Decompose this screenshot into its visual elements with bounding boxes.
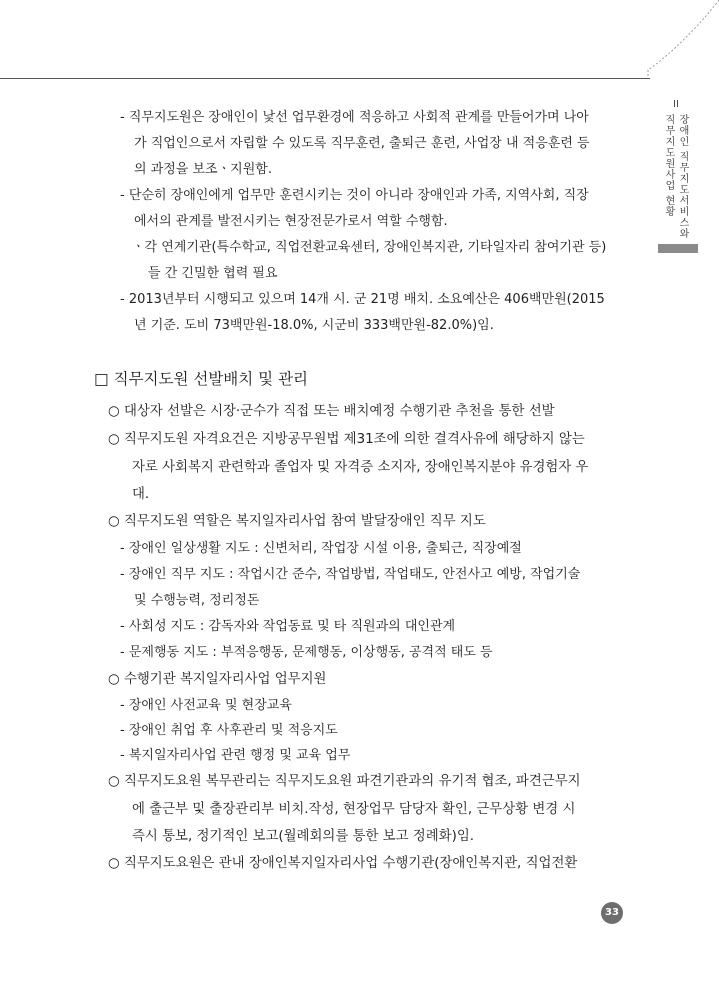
text-line: 에 출근부 및 출장관리부 비치.작성, 현장업무 담당자 확인, 근무상황 변경 시 (132, 802, 576, 817)
text-line: 년 기준. 도비 73백만원-18.0%, 시군비 333백만원-82.0%)임. (134, 318, 494, 333)
text-line: 및 수행능력, 정리정돈 (134, 593, 260, 608)
text-line: - 직무지도원은 장애인이 낯선 업무환경에 적응하고 사회적 관계를 만들어가며 나아 (120, 110, 589, 125)
text-line: - 사회성 지도 : 감독자와 작업동료 및 타 직원과의 대인관계 (120, 619, 456, 634)
text-line: - 2013년부터 시행되고 있으며 14개 시. 군 21명 배치. 소요예산은 406백만원(2015 (120, 292, 605, 307)
page-number: 33 (601, 902, 623, 924)
section-heading: □ 직무지도원 선발배치 및 관리 (94, 370, 309, 388)
bullet-item: ○ 직무지도요원 복무관리는 직무지도요원 파견기관과의 유기적 협조, 파견근무지 (108, 774, 581, 789)
text-line: ㆍ각 연계기관(특수학교, 직업전환교육센터, 장애인복지관, 기타일자리 참여기관 등) (132, 240, 607, 255)
text-line: - 장애인 직무 지도 : 작업시간 준수, 작업방법, 작업태도, 안전사고 예방, 작업기술 (120, 567, 581, 582)
bullet-item: ○ 대상자 선발은 시장·군수가 직접 또는 배치예정 수행기관 추천을 통한 선발 (108, 404, 555, 419)
text-line: - 문제행동 지도 : 부적응행동, 문제행동, 이상행동, 공격적 태도 등 (120, 645, 493, 660)
text-line: - 장애인 취업 후 사후관리 및 적응지도 (120, 723, 338, 738)
text-line: 들 간 긴밀한 협력 필요 (148, 266, 278, 281)
text-line: 즉시 통보, 정기적인 보고(월례회의를 통한 보고 정례화)임. (132, 829, 475, 844)
bullet-item: ○ 직무지도원 역할은 복지일자리사업 참여 발달장애인 직무 지도 (108, 514, 486, 529)
text-line: - 복지일자리사업 관련 행정 및 교육 업무 (120, 748, 351, 763)
text-line: - 단순히 장애인에게 업무만 훈련시키는 것이 아니라 장애인과 가족, 지역사회, 직장 (120, 188, 589, 203)
bullet-item: ○ 직무지도원 자격요건은 지방공무원법 제31조에 의한 결격사유에 해당하지 않는 (108, 432, 585, 447)
header-rule (0, 78, 650, 79)
text-line: 자로 사회복지 관련학과 졸업자 및 자격증 소지자, 장애인복지분야 유경험자 우 (132, 460, 589, 475)
text-line: 에서의 관계를 발전시키는 현장전문가로서 역할 수행함. (134, 214, 448, 229)
chapter-marker: II (673, 99, 679, 110)
bullet-item: ○ 직무지도요원은 관내 장애인복지일자리사업 수행기관(장애인복지관, 직업전환 (108, 856, 578, 871)
chapter-title-line1: 장애인 직무지도서비스와 (677, 114, 688, 240)
bullet-item: ○ 수행기관 복지일자리사업 업무지원 (108, 672, 327, 687)
text-line: 대. (132, 487, 150, 502)
text-line: - 장애인 일상생활 지도 : 신변처리, 작업장 시설 이용, 출퇴근, 직장예절 (120, 541, 522, 556)
text-line: - 장애인 사전교육 및 현장교육 (120, 698, 292, 713)
chapter-tab-bar (658, 244, 698, 253)
text-line: 의 과정을 보조ㆍ지원함. (134, 162, 272, 177)
page-corner-decoration (0, 0, 719, 110)
text-line: 가 직업인으로서 자립할 수 있도록 직무훈련, 출퇴근 훈련, 사업장 내 적응훈련 등 (134, 136, 590, 151)
chapter-title-line2: 직무지도원사업 현황 (663, 114, 674, 218)
